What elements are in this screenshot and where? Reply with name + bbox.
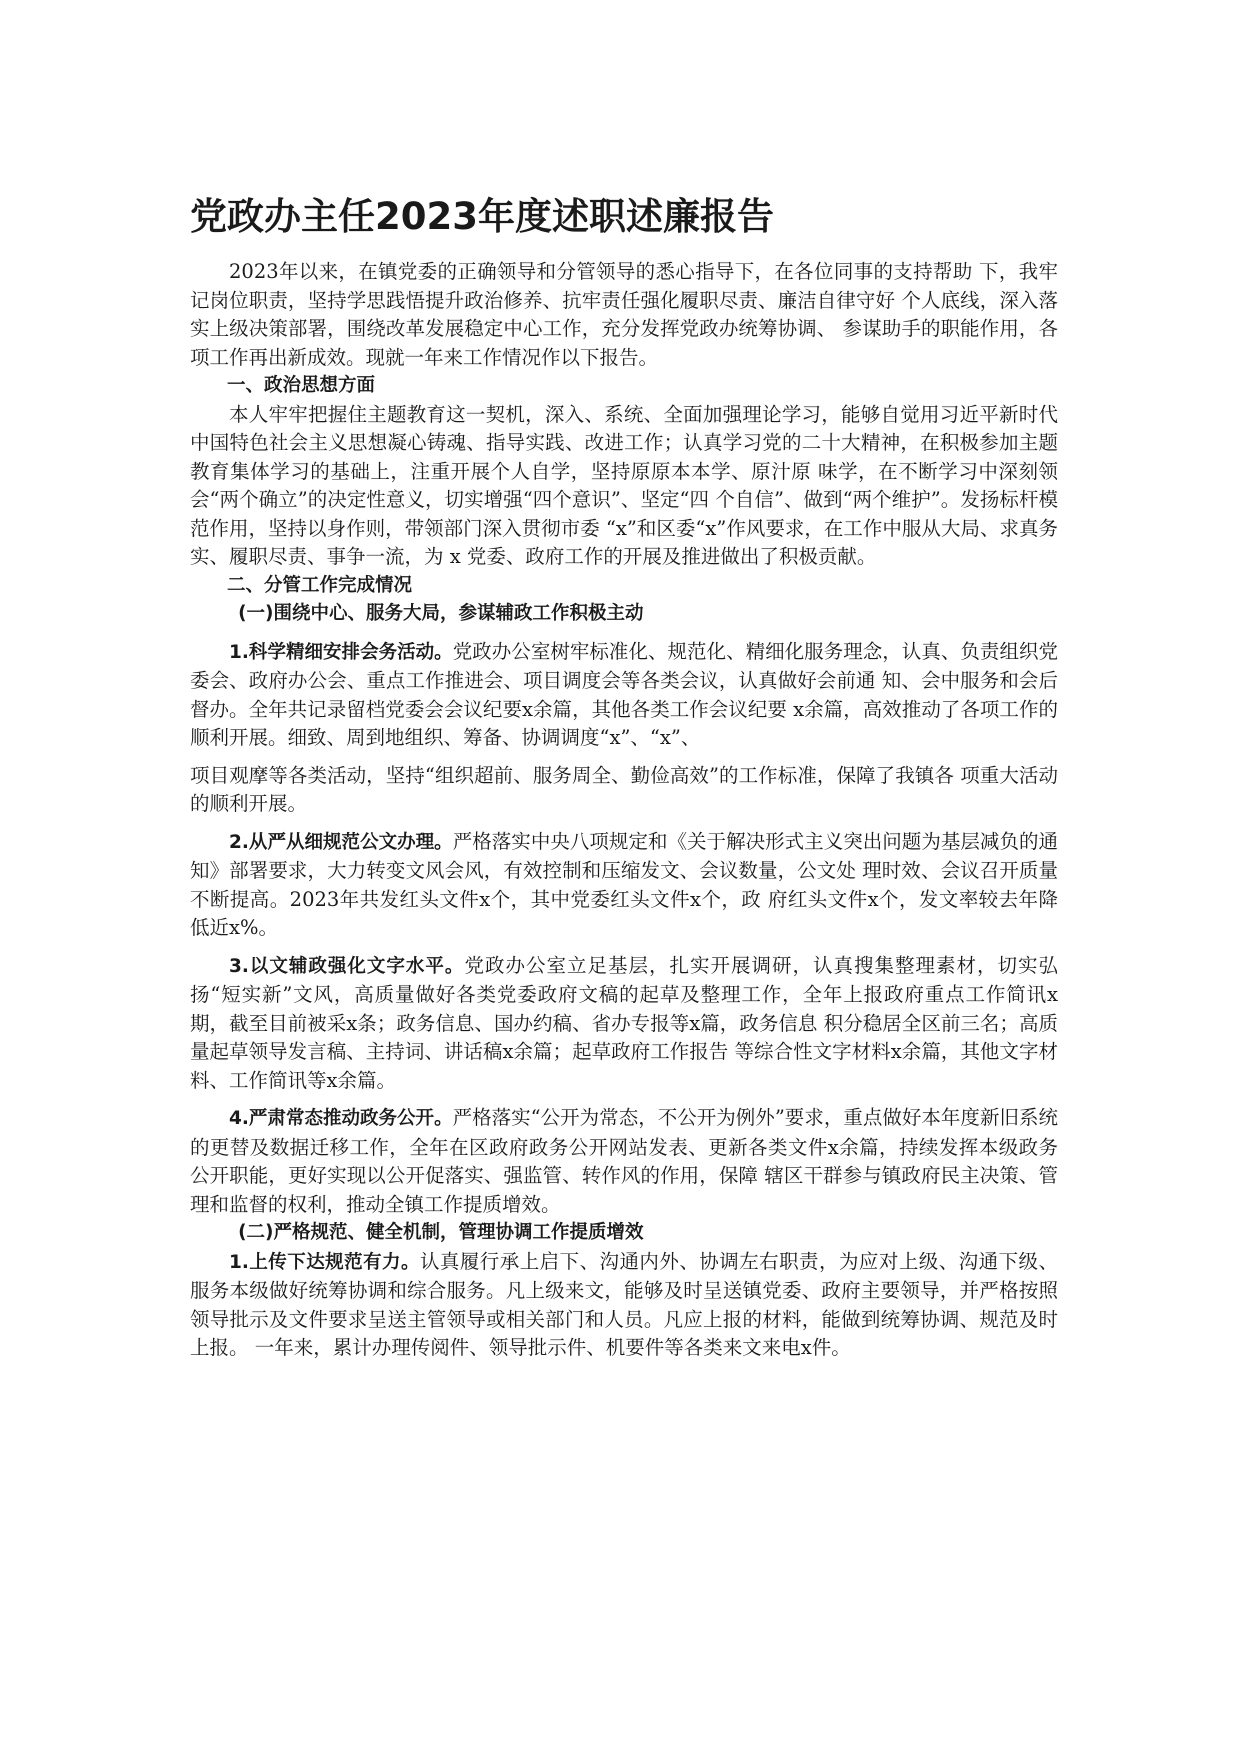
item3-text: 党政办公室立足基层，扎实开展调研，认真搜集整理素材，切实弘扬“短实新”文风，高质量做好各类党委政府文稿的起草及整理工作，全年上报政府重点工作简讯x期，截至目前被采x条；政务信息、国办约稿、省办专报等x篇，政务信息 积分稳居全区前三名；高质量起草领导发言稿、主持词、讲话稿x余篇；起草政府工作报告 等综合性文字材料x余篇，其他文字材料、工作简讯等x余篇。 bbox=[190, 953, 1058, 1092]
item1-paragraph bbox=[190, 638, 1058, 753]
item4-text: 严格落实“公开为常态，不公开为例外”要求，重点做好本年度新旧系统的更替及数据迁移工作，全年在区政府政务公开网站发表、更新各类文件x余篇，持续发挥本级政务公开职能，更好实现以公开促落实、强监管、转作风的作用，保障 辖区干群参与镇政府民主决策、管理和监督的权利，推动全镇工作提质增效。 bbox=[190, 1106, 1058, 1216]
item1-text: 党政办公室树牢标准化、规范化、精细化服务理念，认真、负责组织党委会、政府办公会、重点工作推进会、项目调度会等各类会议，认真做好会前通 知、会中服务和会后督办。全年共记录留档党委会会议纪要x余篇，其他各类工作会议纪要 x余篇，高效推动了各项工作的顺利开展。细致、周到地组织、筹备、协调调度“x”、“x”、 bbox=[190, 639, 1058, 749]
item2-lead: 2.从严从细规范公文办理。 bbox=[229, 831, 453, 853]
item1-continuation: 项目观摩等各类活动，坚持“组织超前、服务周全、勤俭高效”的工作标准，保障了我镇各 项重大活动的顺利开展。 bbox=[190, 763, 1058, 815]
item3-paragraph bbox=[190, 952, 1058, 1096]
sub2-item1-text: 认真履行承上启下、沟通内外、协调左右职责，为应对上级、沟通下级、服务本级做好统筹协调和综合服务。凡上级来文，能够及时呈送镇党委、政府主要领导，并严格按照领导批示及文件要求呈送主管领导或相关部门和人员。凡应上报的材料，能做到统筹协调、规范及时上报。 一年来，累计办理传阅件、领导批示件、机要件等各类来文来电x件。 bbox=[190, 1249, 1058, 1359]
section2-heading: 二、分管工作完成情况 bbox=[227, 574, 413, 596]
section1-heading: 一、政治思想方面 bbox=[227, 375, 376, 396]
item2-paragraph bbox=[190, 828, 1058, 943]
intro-paragraph: 2023年以来，在镇党委的正确领导和分管领导的悉心指导下，在各位同事的支持帮助 下，我牢记岗位职责，坚持学思践悟提升政治修养、抗牢责任强化履职尽责、廉洁自律守好 个人底线，深入落实上级决策部署，围绕改革发展稳定中心工作，充分发挥党政办统筹协调、 参谋助手的职能作用，各项工作再出新成效。现就一年来工作情况作以下报告。 bbox=[190, 260, 1058, 369]
item4-lead: 4.严肃常态推动政务公开。 bbox=[229, 1108, 453, 1129]
document-body bbox=[190, 258, 1058, 1363]
sub2-item1-paragraph bbox=[190, 1248, 1058, 1363]
item2-text: 严格落实中央八项规定和《关于解决形式主义突出问题为基层减负的通知》部署要求，大力转变文风会风，有效控制和压缩发文、会议数量，公文处 理时效、会议召开质量不断提高。2023年共发红头文件x个，其中党委红头文件x个，政 府红头文件x个，发文率较去年降低近x%。 bbox=[190, 829, 1058, 939]
item1-lead: 1.科学精细安排会务活动。 bbox=[229, 641, 453, 663]
subsection1-heading: (一)围绕中心、服务大局，参谋辅政工作积极主动 bbox=[238, 603, 644, 624]
sub2-item1-lead: 1.上传下达规范有力。 bbox=[229, 1251, 420, 1273]
item4-paragraph bbox=[190, 1104, 1058, 1219]
section1-paragraph: 本人牢牢把握住主题教育这一契机，深入、系统、全面加强理论学习，能够自觉用习近平新时代中国特色社会主义思想凝心铸魂、指导实践、改进工作；认真学习党的二十大精神，在积极参加主题教育集体学习的基础上，注重开展个人自学，坚持原原本本学、原汁原 味学，在不断学习中深刻领会“两个确立”的决定性意义，切实增强“四个意识”、坚定“四 个自信”、做到“两个维护”。发扬标杆模范作用，坚持以身作则，带领部门深入贯彻市委 “x”和区委“x”作风要求，在工作中服从大局、求真务实、履职尽责、事争一流，为 x 党委、政府工作的开展及推进做出了积极贡献。 bbox=[190, 402, 1058, 568]
item3-lead: 3.以文辅政强化文字水平。 bbox=[229, 955, 465, 977]
subsection2-heading: (二)严格规范、健全机制，管理协调工作提质增效 bbox=[238, 1222, 644, 1243]
document-title: 党政办主任2023年度述职述廉报告 bbox=[190, 195, 774, 238]
